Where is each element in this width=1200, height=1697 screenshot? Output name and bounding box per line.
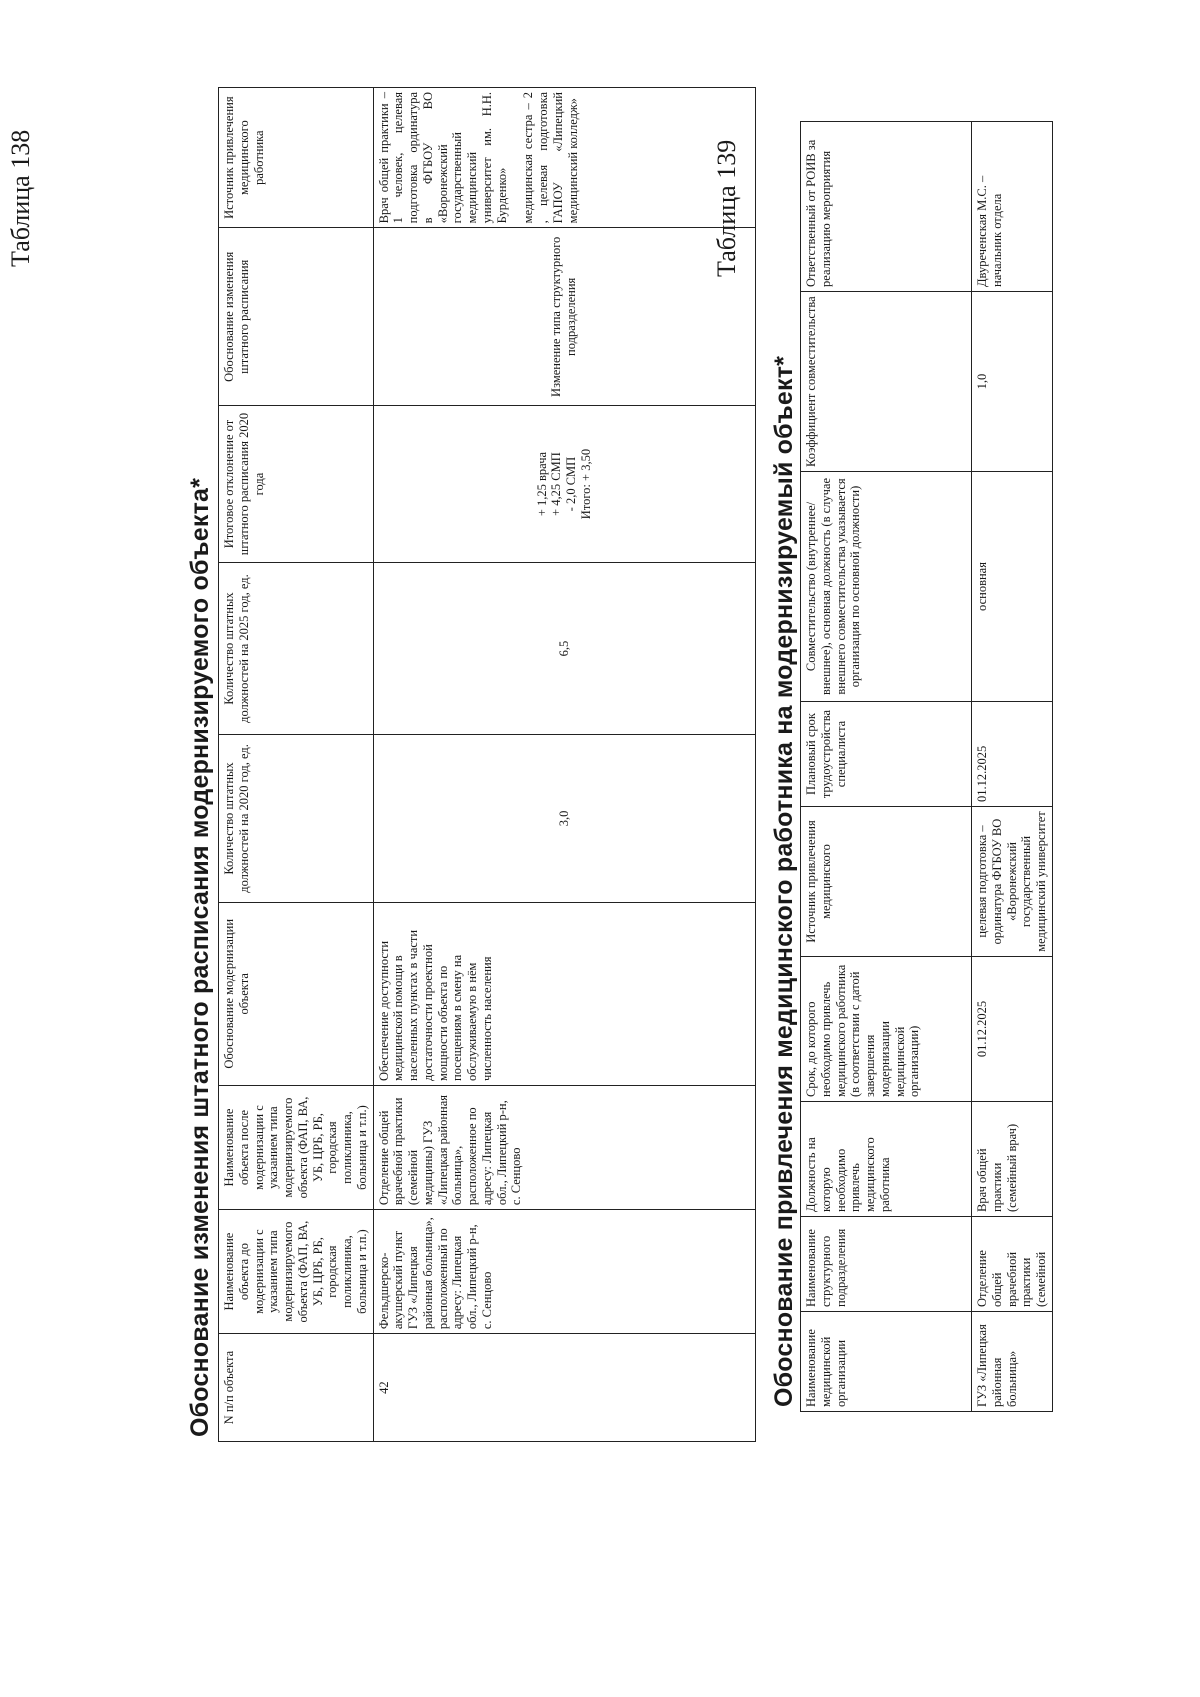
cell-num: 42 — [373, 1334, 755, 1442]
cell-source — [373, 88, 755, 228]
header-count-2025: Количество штатных должностей на 2025 год, ед. — [219, 562, 374, 735]
header-reason: Обоснование модернизации объекта — [219, 902, 374, 1085]
cell-coef: 1,0 — [972, 292, 1053, 472]
table-139 — [800, 121, 1053, 1412]
cell-staff-reason: Изменение типа структурного подразделения — [373, 228, 755, 406]
header-org: Наименование медицинской организации — [801, 1312, 972, 1412]
deviation-nurses-plus: + 4,25 СМП — [549, 452, 564, 516]
cell-after: Отделение общей врачебной практики (семейной медицины) ГУЗ «Липецкая районная больница», расположенное по адресу: Липецкая обл., Липецкий р-н, с. Сенцово — [373, 1086, 755, 1210]
header-num: N п/п объекта — [219, 1334, 374, 1442]
header-after: Наименование объекта после модернизации с указанием типа модернизируемого объекта (ФАП, ВА, УБ, ЦРБ, РБ, городская поликлиника, больница и т.п.) — [219, 1086, 374, 1210]
deviation-doctors: + 1,25 врача — [534, 451, 549, 517]
cell-count-2020: 3,0 — [373, 735, 755, 902]
header-combo: Совместительство (внутреннее/внешнее), основная должность (в случае внешнего совместительства указывается организация по основной должности) — [801, 472, 972, 702]
header-coef: Коэффициент совместительства — [801, 292, 972, 472]
header-deadline: Срок, до которого необходимо привлечь медицинского работника (в соответствии с датой завершения модернизации медицинской организации) — [801, 957, 972, 1102]
cell-before: Фельдшерско-акушерский пункт ГУЗ «Липецкая районная больница», расположенный по адресу: Липецкая обл., Липецкий р-н, с. Сенцово — [373, 1210, 755, 1334]
header-before: Наименование объекта до модернизации с указанием типа модернизируемого объекта (ФАП, ВА, УБ, ЦРБ, РБ, городская поликлиника, больница и т.п.) — [219, 1210, 374, 1334]
table-139-title: Обоснование привлечения медицинского работника на модернизируемый объект* — [770, 355, 798, 1407]
cell-combo: основная — [972, 472, 1053, 702]
cell-planned: 01.12.2025 — [972, 702, 1053, 807]
cell-position: Врач общей практики (семейный врач) — [972, 1102, 1053, 1217]
table-138-row — [373, 88, 755, 1442]
header-responsible: Ответственный от РОИВ за реализацию мероприятия — [801, 122, 972, 292]
table-139-caption: Таблица 139 — [712, 139, 741, 277]
table-138 — [218, 87, 756, 1442]
cell-responsible: Двуреченская М.С. – начальник отдела — [972, 122, 1053, 292]
cell-reason: Обеспечение доступности медицинской помощи в населенных пунктах в части достаточности проектной мощности объекта по посещениям в смену на обслуживаемую в нём численность населения — [373, 902, 755, 1085]
table-138-header-row — [219, 88, 374, 1442]
table-139-row — [972, 122, 1053, 1412]
header-deviation: Итоговое отклонение от штатного расписания 2020 года — [219, 406, 374, 562]
cell-org: ГУЗ «Липецкая районная больница» — [972, 1312, 1053, 1412]
cell-count-2025: 6,5 — [373, 562, 755, 735]
table-138-caption: Таблица 138 — [6, 129, 35, 267]
header-staff-reason: Обоснование изменения штатного расписания — [219, 228, 374, 406]
table-139-header-row — [801, 122, 972, 1412]
header-position: Должность на которую необходимо привлечь медицинского работника — [801, 1102, 972, 1217]
cell-deadline: 01.12.2025 — [972, 957, 1053, 1102]
header-source: Источник привлечения медицинского — [801, 807, 972, 957]
header-count-2020: Количество штатных должностей на 2020 год, ед. — [219, 735, 374, 902]
deviation-nurses-minus: - 2,0 СМП — [564, 456, 578, 512]
cell-source: целевая подготовка – ординатура ФГБОУ ВО «Воронежский государственный медицинский университет — [972, 807, 1053, 957]
cell-deviation — [373, 406, 755, 562]
cell-unit: Отделение общей врачебной практики (семейной — [972, 1217, 1053, 1312]
source-doctor: Врач общей практики – 1 человек, целевая подготовка ординатура в ФГБОУ ВО «Воронежский государственный медицинский университет им. Н.Н. Бурденко» — [376, 92, 509, 224]
header-unit: Наименование структурного подразделения — [801, 1217, 972, 1312]
header-planned: Плановый срок трудоустройства специалиста — [801, 702, 972, 807]
deviation-total: Итого: + 3,50 — [578, 448, 593, 520]
table-138-title: Обоснование изменения штатного расписания модернизируемого объекта* — [186, 477, 214, 1437]
header-source: Источник привлечения медицинского работника — [219, 88, 374, 228]
source-nurse: медицинская сестра – 2 , целевая подготовка ГАПОУ «Липецкий медицинский колледж» — [521, 92, 580, 224]
